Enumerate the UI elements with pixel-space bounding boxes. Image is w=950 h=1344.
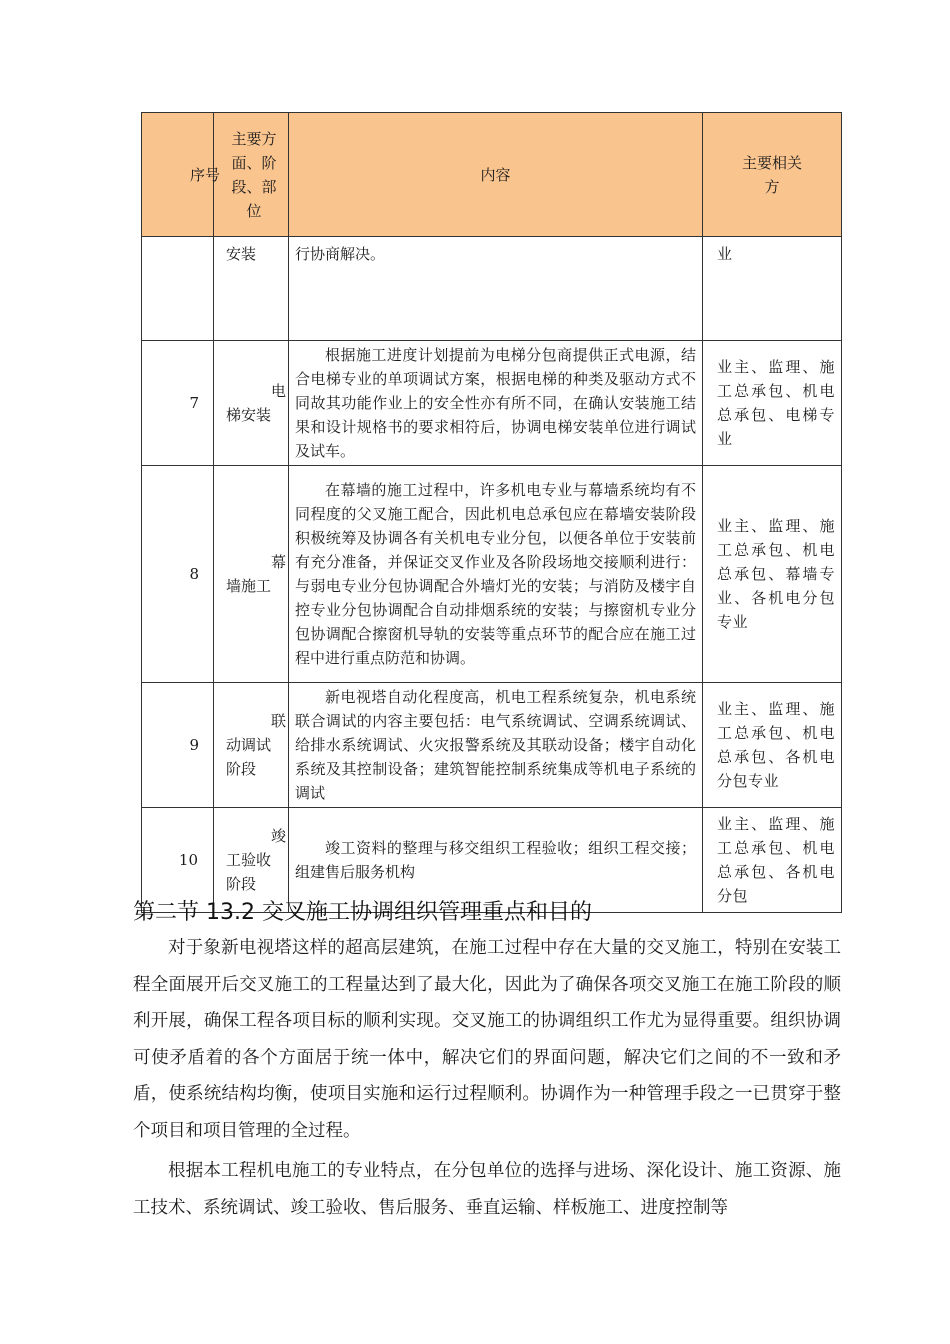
header-party: 主要相关方 bbox=[703, 113, 842, 237]
table-row bbox=[142, 683, 842, 808]
table-header-row bbox=[142, 113, 842, 237]
row-num: 7 bbox=[142, 341, 214, 466]
row-content: 新电视塔自动化程度高，机电工程系统复杂，机电系统联合调试的内容主要包括：电气系统调试、空调系统调试、给排水系统调试、火灾报警系统及其联动设备；楼宇自动化系统及其控制设备；建筑智能控制系统集成等机电子系统的调试 bbox=[289, 683, 703, 808]
row-content: 根据施工进度计划提前为电梯分包商提供正式电源，结合电梯专业的单项调试方案，根据电梯的种类及驱动方式不同故其功能作业上的安全性亦有所不同，在确认安装施工结果和设计规格书的要求相符后，协调电梯安装单位进行调试及试车。 bbox=[289, 341, 703, 466]
row-phase: 幕墙施工 bbox=[214, 466, 289, 683]
body-paragraph: 根据本工程机电施工的专业特点，在分包单位的选择与进场、深化设计、施工资源、施工技术、系统调试、竣工验收、售后服务、垂直运输、样板施工、进度控制等 bbox=[133, 1161, 841, 1218]
row-phase: 竣工验收阶段 bbox=[214, 808, 289, 913]
row-num: 9 bbox=[142, 683, 214, 808]
header-content: 内容 bbox=[289, 113, 703, 237]
section-title: 第二节 13.2 交叉施工协调组织管理重点和目的 bbox=[133, 900, 592, 925]
row-content: 在幕墙的施工过程中，许多机电专业与幕墙系统均有不同程度的父叉施工配合，因此机电总承包应在幕墙安装阶段积极统筹及协调各有关机电专业分包，以便各单位于安装前有充分准备，并保证交叉作业及各阶段场地交接顺利进行：与弱电专业分包协调配合外墙灯光的安装；与消防及楼宇自控专业分包协调配合自动排烟系统的安装；与擦窗机专业分包协调配合擦窗机导轨的安装等重点环节的配合应在施工过程中进行重点防范和协调。 bbox=[289, 466, 703, 683]
row-party: 业主、监理、施工总承包、机电总承包、幕墙专业、各机电分包专业 bbox=[703, 466, 842, 683]
body-paragraph: 对于象新电视塔这样的超高层建筑，在施工过程中存在大量的交叉施工，特别在安装工程全面展开后交叉施工的工程量达到了最大化，因此为了确保各项交叉施工在施工阶段的顺利开展，确保工程各项目标的顺利实现。交叉施工的协调组织工作尤为显得重要。组织协调可使矛盾着的各个方面居于统一体中，解决它们的界面问题，解决它们之间的不一致和矛盾，使系统结构均衡，使项目实施和运行过程顺利。协调作为一种管理手段之一已贯穿于整个项目和项目管理的全过程。 bbox=[133, 938, 841, 1141]
header-phase: 主要方面、阶段、部位 bbox=[214, 113, 289, 237]
header-num: 序号 bbox=[142, 113, 214, 237]
table-row bbox=[142, 808, 842, 913]
row-party: 业主、监理、施工总承包、机电总承包、各机电分包专业 bbox=[703, 683, 842, 808]
row-phase: 联动调试阶段 bbox=[214, 683, 289, 808]
row-phase: 安装 bbox=[214, 237, 289, 341]
row-num: 10 bbox=[142, 808, 214, 913]
row-content: 竣工资料的整理与移交组织工程验收；组织工程交接；组建售后服务机构 bbox=[289, 808, 703, 913]
row-phase: 电梯安装 bbox=[214, 341, 289, 466]
row-party: 业主、监理、施工总承包、机电总承包、电梯专业 bbox=[703, 341, 842, 466]
table-row bbox=[142, 341, 842, 466]
coordination-table bbox=[141, 112, 842, 913]
row-content: 行协商解决。 bbox=[289, 237, 703, 341]
row-num bbox=[142, 237, 214, 341]
table-row bbox=[142, 466, 842, 683]
row-num: 8 bbox=[142, 466, 214, 683]
row-party: 业 bbox=[703, 237, 842, 341]
table-row bbox=[142, 237, 842, 341]
row-party: 业主、监理、施工总承包、机电总承包、各机电分包 bbox=[703, 808, 842, 913]
